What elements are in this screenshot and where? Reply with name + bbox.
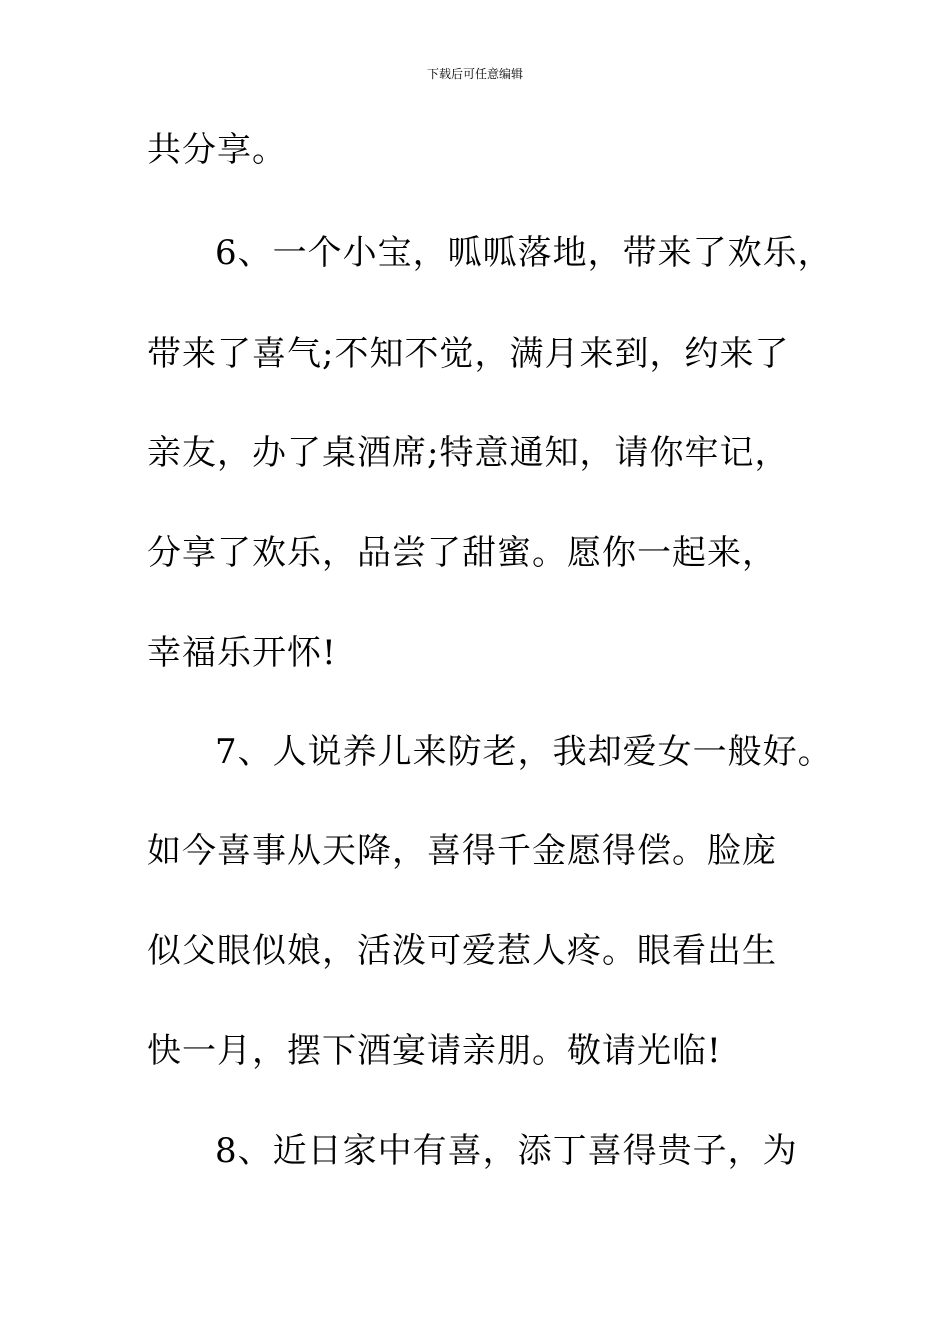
text-line: 如今喜事从天降，喜得千金愿得偿。脸庞 [147,831,777,871]
text-line: 分享了欢乐，品尝了甜蜜。愿你一起来， [147,533,777,573]
text-line: 快一月，摆下酒宴请亲朋。敬请光临! [147,1031,722,1071]
page-header: 下载后可任意编辑 [426,67,523,81]
text-line: 共分享。 [147,130,287,170]
text-line: 幸福乐开怀! [147,633,337,673]
paragraph-6-start: 6、一个小宝，呱呱落地，带来了欢乐， [215,233,833,273]
paragraph-8-start: 8、近日家中有喜，添丁喜得贵子，为 [215,1131,798,1171]
text-line: 似父眼似娘，活泼可爱惹人疼。眼看出生 [147,931,777,971]
text-line: 亲友，办了桌酒席;特意通知，请你牢记， [147,433,790,473]
paragraph-7-start: 7、人说养儿来防老，我却爱女一般好。 [215,732,833,772]
text-line: 带来了喜气;不知不觉，满月来到，约来了 [147,334,790,374]
